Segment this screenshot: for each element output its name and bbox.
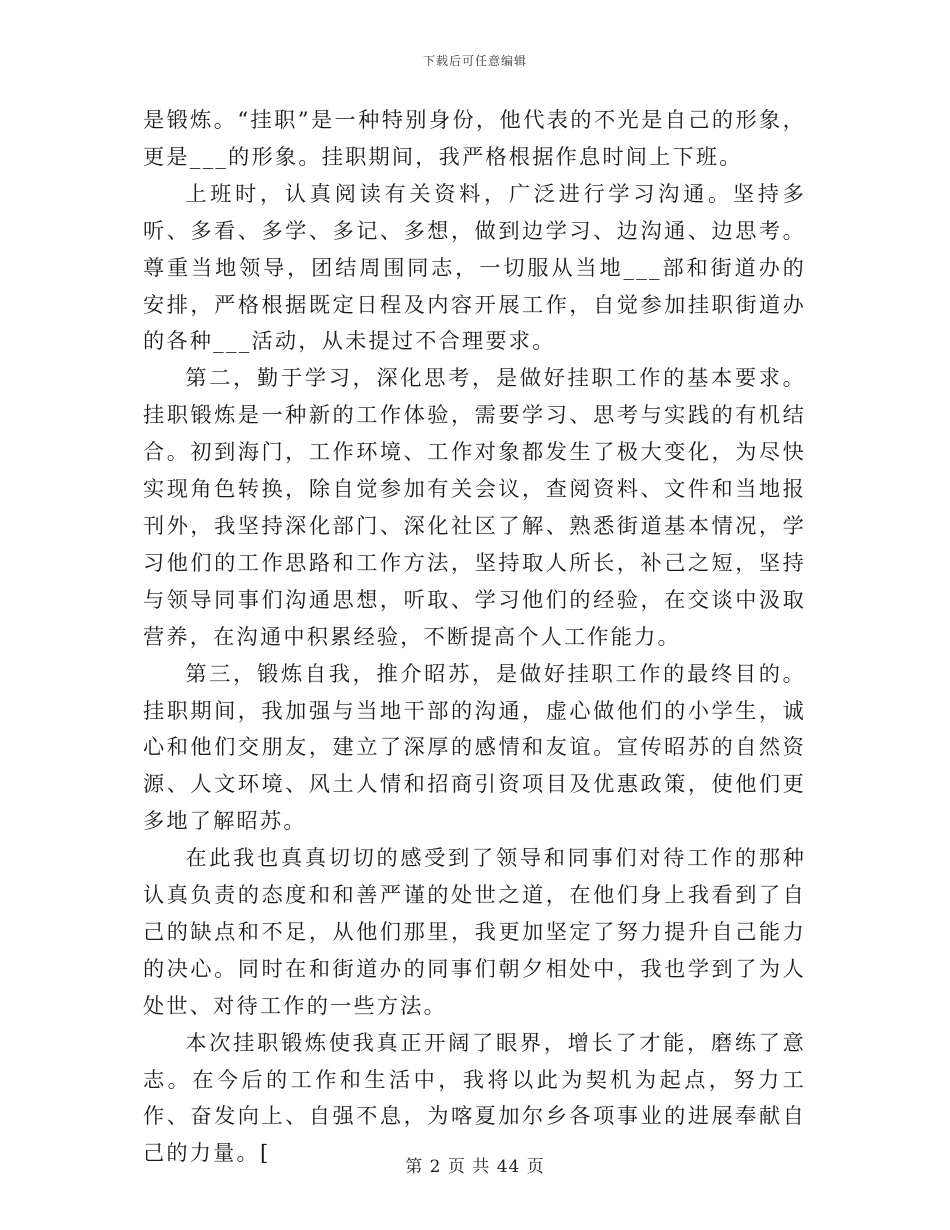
- paragraph-third-point: 第三，锻炼自我，推介昭苏，是做好挂职工作的最终目的。挂职期间，我加强与当地干部的沟通，虚心做他们的小学生，诚心和他们交朋友，建立了深厚的感情和友谊。宣传昭苏的自然资源、人文环境、风土人情和招商引资项目及优惠政策，使他们更多地了解昭苏。: [143, 660, 806, 834]
- paragraph-reflection: 在此我也真真切切的感受到了领导和同事们对待工作的那种认真负责的态度和和善严谨的处世之道，在他们身上我看到了自己的缺点和不足，从他们那里，我更加坚定了努力提升自己能力的决心。同时在和街道办的同事们朝夕相处中，我也学到了为人处世、对待工作的一些方法。: [143, 845, 806, 1018]
- document-body: [143, 102, 806, 1172]
- paragraph-continuation: 是锻炼。“挂职”是一种特别身份，他代表的不光是自己的形象，更是___的形象。挂职期间，我严格根据作息时间上下班。: [143, 107, 806, 169]
- paragraph-second-point: 第二，勤于学习，深化思考，是做好挂职工作的基本要求。挂职锻炼是一种新的工作体验，需要学习、思考与实践的有机结合。初到海门，工作环境、工作对象都发生了极大变化，为尽快实现角色转换，除自觉参加有关会议，查阅资料、文件和当地报刊外，我坚持深化部门、深化社区了解、熟悉街道基本情况，学习他们的工作思路和工作方法，坚持取人所长，补己之短，坚持与领导同事们沟通思想，听取、学习他们的经验，在交谈中汲取营养，在沟通中积累经验，不断提高个人工作能力。: [143, 365, 806, 649]
- paragraph-conclusion: 本次挂职锻炼使我真正开阔了眼界，增长了才能，磨练了意志。在今后的工作和生活中，我将以此为契机为起点，努力工作、奋发向上、自强不息，为喀夏加尔乡各项事业的进展奉献自己的力量。[: [143, 1029, 806, 1166]
- page-number: 第 2 页 共 44 页: [405, 1157, 545, 1177]
- paragraph-work-attitude: 上班时，认真阅读有关资料，广泛进行学习沟通。坚持多听、多看、多学、多记、多想，做到边学习、边沟通、边思考。尊重当地领导，团结周围同志，一切服从当地___部和街道办的安排，严格根据既定日程及内容开展工作，自觉参加挂职街道办的各种___活动，从未提过不合理要求。: [143, 180, 806, 354]
- page-header: 下载后可任意编辑: [422, 54, 527, 68]
